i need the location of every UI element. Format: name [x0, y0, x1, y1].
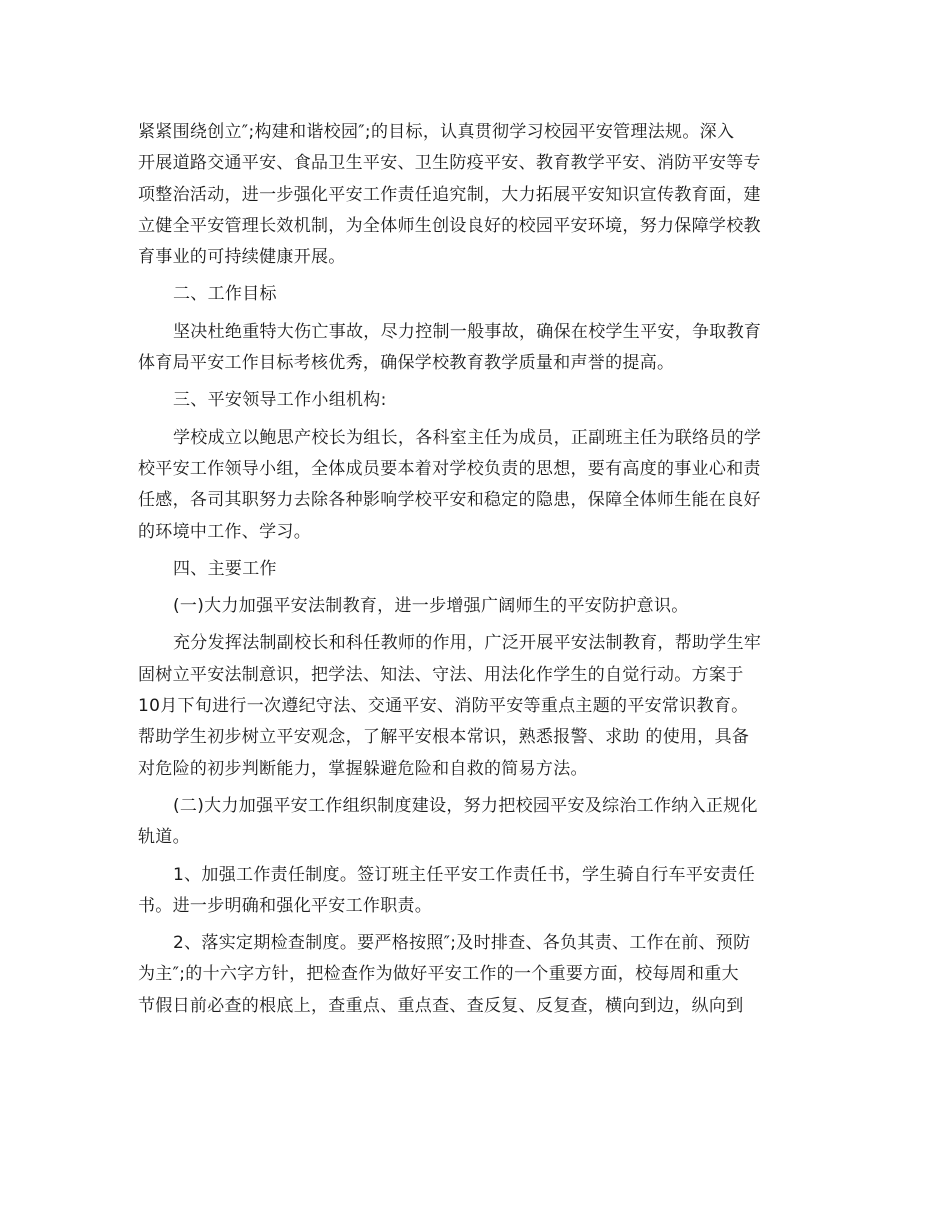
text-line: 节假日前必查的根底上，查重点、重点查、查反复、反复查，横向到边，纵向到 [138, 995, 744, 1016]
text-line: 项整治活动，进一步强化平安工作责任追究制，大力拓展平安知识宣传教育面，建 [138, 184, 761, 205]
subsection-heading: (二)大力加强平安工作组织制度建设，努力把校园平安及综治工作纳入正规化 [173, 795, 758, 816]
text-line: 的环境中工作、学习。 [138, 521, 311, 542]
text-line: 充分发挥法制副校长和科任教师的作用，广泛开展平安法制教育，帮助学生牢 [173, 633, 762, 654]
text-line: 1、加强工作责任制度。签订班主任平安工作责任书，学生骑自行车平安责任 [173, 864, 756, 885]
section-heading: 二、工作目标 [173, 284, 277, 305]
section-heading: 四、主要工作 [173, 558, 277, 579]
section-heading: 三、平安领导工作小组机构: [173, 390, 387, 411]
text-line: 育事业的可持续健康开展。 [138, 247, 346, 268]
text-line: 书。进一步明确和强化平安工作职责。 [138, 895, 433, 916]
text-line: 任感，各司其职努力去除各种影响学校平安和稳定的隐患，保障全体师生能在良好 [138, 490, 761, 511]
text-line: 对危险的初步判断能力，掌握躲避危险和自救的简易方法。 [138, 758, 588, 779]
text-line: 立健全平安管理长效机制，为全体师生创设良好的校园平安环境，努力保障学校教 [138, 215, 761, 236]
text-line: 10月下旬进行一次遵纪守法、交通平安、消防平安等重点主题的平安常识教育。 [138, 696, 749, 717]
text-line: 体育局平安工作目标考核优秀，确保学校教育教学质量和声誉的提高。 [138, 353, 675, 374]
text-line: 帮助学生初步树立平安观念，了解平安根本常识，熟悉报警、求助 的使用，具备 [138, 727, 750, 748]
document-body [138, 117, 810, 1022]
text-line: 轨道。 [138, 827, 190, 848]
text-line: 固树立平安法制意识，把学法、知法、守法、用法化作学生的自觉行动。方案于 [138, 664, 744, 685]
text-line: 坚决杜绝重特大伤亡事故，尽力控制一般事故，确保在校学生平安，争取教育 [173, 321, 762, 342]
text-line: 紧紧围绕创立″;构建和谐校园″;的目标，认真贯彻学习校园平安管理法规。深入 [138, 122, 735, 142]
text-line: 学校成立以鲍思产校长为组长，各科室主任为成员，正副班主任为联络员的学 [173, 427, 762, 448]
text-line: 校平安工作领导小组，全体成员要本着对学校负责的思想，要有高度的事业心和责 [138, 458, 761, 479]
text-line: 为主″;的十六字方针，把检查作为做好平安工作的一个重要方面，校每周和重大 [138, 964, 739, 985]
text-line: 2、落实定期检查制度。要严格按照″;及时排查、各负其责、工作在前、预防 [173, 933, 751, 954]
text-line: 开展道路交通平安、食品卫生平安、卫生防疫平安、教育教学平安、消防平安等专 [138, 153, 761, 174]
subsection-heading: (一)大力加强平安法制教育，进一步增强广阔师生的平安防护意识。 [173, 596, 689, 617]
